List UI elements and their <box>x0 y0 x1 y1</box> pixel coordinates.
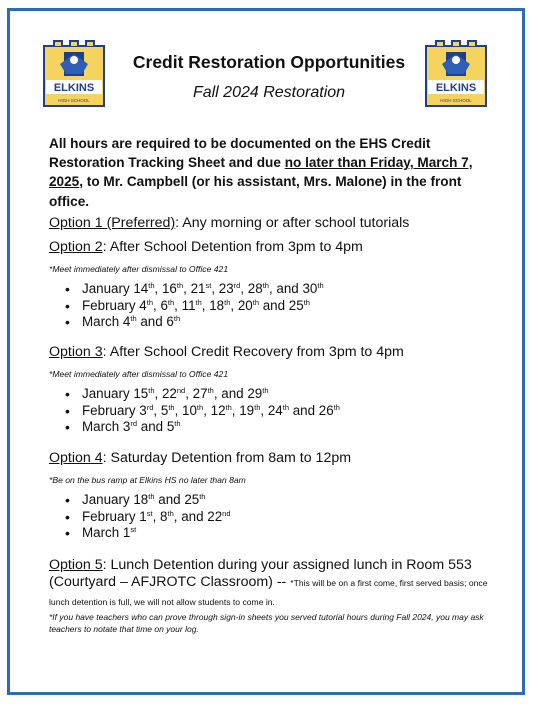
option-3 <box>49 343 509 436</box>
date-item: • January 18th and 25th <box>49 492 509 509</box>
option-2-dates <box>49 281 509 331</box>
option-4 <box>49 449 509 542</box>
svg-text:HIGH SCHOOL: HIGH SCHOOL <box>440 98 472 103</box>
date-item: • February 4th, 6th, 11th, 18th, 20th and 25th <box>49 298 509 315</box>
option-3-label: Option 3 <box>49 344 103 360</box>
option-5-note: *This will be on a first come, first served basis; once lunch detention is full, we will not allow students to come in. <box>49 578 488 607</box>
date-item: • March 4th and 6th <box>49 314 509 331</box>
date-item: • March 3rd and 5th <box>49 419 509 436</box>
deadline: no later than Friday, March 7, 2025 <box>49 155 473 190</box>
page-subtitle: Fall 2024 Restoration <box>192 84 346 101</box>
option-1-text: : Any morning or after school tutorials <box>175 215 410 231</box>
intro-paragraph: All hours are required to be documented on the EHS Credit Restoration Tracking Sheet and due no later than Friday, March 7, 2025, to Mr. Campbell (or his assistant, Mrs. Malone) in the front office. <box>49 136 473 209</box>
option-1 <box>49 214 509 232</box>
option-2 <box>49 238 509 331</box>
date-item: • March 1st <box>49 525 509 542</box>
svg-text:ELKINS: ELKINS <box>435 82 477 94</box>
option-4-label: Option 4 <box>49 450 103 466</box>
option-5 <box>49 557 509 611</box>
option-5-text: : Lunch Detention during your assigned lunch in Room 553 (Courtyard – AFJROTC Classroom) -- <box>49 557 472 591</box>
option-4-text: : Saturday Detention from 8am to 12pm <box>102 450 352 466</box>
option-4-note: *Be on the bus ramp at Elkins HS no later than 8am <box>49 475 246 485</box>
option-1-label: Option 1 (Preferred) <box>49 215 176 231</box>
svg-text:HIGH SCHOOL: HIGH SCHOOL <box>58 98 90 103</box>
option-5-label: Option 5 <box>49 557 103 573</box>
option-3-text: : After School Credit Recovery from 3pm to 4pm <box>102 344 404 360</box>
page-title: Credit Restoration Opportunities <box>132 52 406 72</box>
date-item: • February 3rd, 5th, 10th, 12th, 19th, 24th and 26th <box>49 403 509 420</box>
logo-text: ELKINS <box>53 82 95 94</box>
option-4-dates <box>49 492 509 542</box>
option-2-note: *Meet immediately after dismissal to Office 421 <box>49 264 229 274</box>
date-item: • January 14th, 16th, 21st, 23rd, 28th, and 30th <box>49 281 509 298</box>
option-3-dates <box>49 386 509 436</box>
date-item: • February 1st, 8th, and 22nd <box>49 509 509 526</box>
option-3-note: *Meet immediately after dismissal to Office 421 <box>49 369 229 379</box>
final-note: *If you have teachers who can prove through sign-in sheets you served tutorial hours during Fall 2024, you may ask teachers to notate that time on your log. <box>49 612 484 634</box>
option-2-text: : After School Detention from 3pm to 4pm <box>102 239 363 255</box>
date-item: • January 15th, 22nd, 27th, and 29th <box>49 386 509 403</box>
option-2-label: Option 2 <box>49 239 103 255</box>
